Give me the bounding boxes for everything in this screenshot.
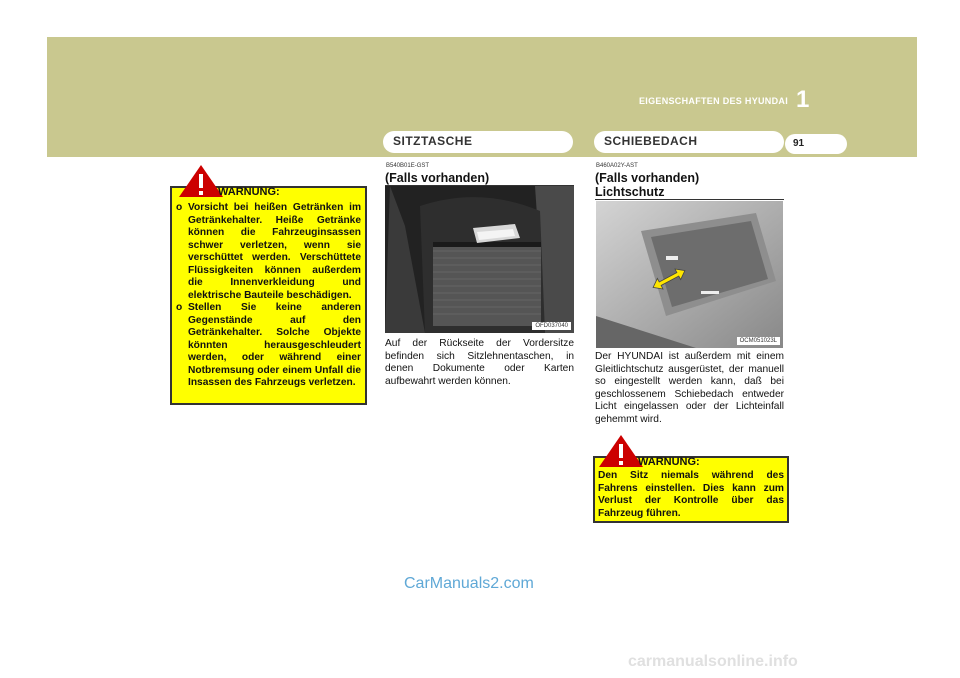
warning-title-right: WARNUNG:	[638, 456, 700, 468]
watermark-carmanuals2[interactable]: CarManuals2.com	[404, 575, 534, 592]
heading-rule	[595, 199, 784, 200]
photo-code: OFD037040	[532, 322, 571, 330]
warning-title-left: WARNUNG:	[218, 186, 280, 198]
warning-item-text: Vorsicht bei heißen Getränken im Getränkehalter. Heiße Getränke können die Fahrzeuginsassen schwer verletzen, wenn sie verschüttet werden. Verschüttete Flüssigkeiten können außerdem die Innenverkleidung und elektrische Bauteile beschädigen.	[188, 202, 361, 301]
warning-item	[176, 302, 361, 390]
section-tab-sitztasche	[383, 131, 573, 153]
section-code: B460A02Y-AST	[596, 163, 638, 169]
photo-code: OCM051023L	[737, 337, 780, 345]
sunroof-subheading: Lichtschutz	[595, 185, 665, 199]
section-tab-schiebedach	[594, 131, 784, 153]
bullet: o	[176, 302, 183, 313]
sunroof-heading: (Falls vorhanden)	[595, 171, 700, 185]
seat-pocket-text: Auf der Rückseite der Vordersitze befinden sich Sitzlehnentaschen, in denen Dokumente oder Karten aufbewahrt werden können.	[385, 338, 574, 387]
seat-pocket-heading: (Falls vorhanden)	[385, 171, 490, 185]
page-number-tab	[785, 134, 847, 154]
section-title-left: SITZTASCHE	[393, 134, 473, 148]
section-title-right: SCHIEBEDACH	[604, 134, 698, 148]
page-number: 91	[793, 138, 805, 149]
chapter-label: EIGENSCHAFTEN DES HYUNDAI	[638, 96, 788, 106]
watermark-carmanualsonline[interactable]: carmanualsonline.info	[628, 653, 798, 670]
bullet: o	[176, 202, 183, 213]
seat-pocket-photo	[385, 186, 574, 333]
sunroof-illustration	[596, 201, 783, 348]
warning-item	[176, 202, 361, 302]
warning-box-left	[170, 186, 367, 405]
sunroof-text: Der HYUNDAI ist außerdem mit einem Gleitlichtschutz ausgerüstet, der manuell so eingestellt werden kann, daß bei geschlossenem Schiebedach entweder Licht eingelassen oder der Lichteinfall gehemmt wird.	[595, 351, 784, 425]
sunroof-photo	[596, 201, 783, 348]
seat-pocket-illustration	[385, 186, 574, 333]
chapter-number: 1	[796, 86, 810, 113]
warning-item-text: Stellen Sie keine anderen Gegenstände auf den Getränkehalter. Solche Objekte könnten herausgeschleudert werden, oder während einer Notbremsung oder einem Unfall die Insassen des Fahrzeugs verletzen.	[188, 302, 361, 388]
section-code: B540B01E-GST	[386, 163, 430, 169]
warning-text-right: Den Sitz niemals während des Fahrens einstellen. Dies kann zum Verlust der Kontrolle über das Fahrzeug führen.	[598, 470, 784, 519]
